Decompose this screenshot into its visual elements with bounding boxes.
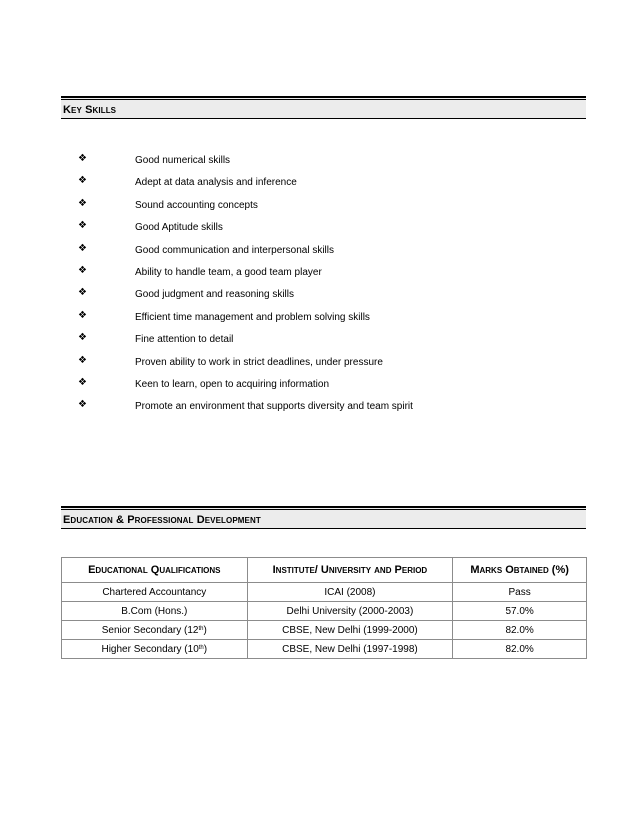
skill-text: Keen to learn, open to acquiring information xyxy=(135,378,330,390)
qualification-cell: Chartered Accountancy xyxy=(62,583,248,602)
table-row xyxy=(62,602,587,621)
diamond-bullet-icon: ❖ xyxy=(78,309,87,321)
education-header xyxy=(61,506,586,529)
diamond-bullet-icon: ❖ xyxy=(78,287,87,299)
skill-item xyxy=(78,242,558,264)
skill-text: Good communication and interpersonal skills xyxy=(135,244,334,256)
key-skills-header xyxy=(61,96,586,119)
column-header-qualifications: Educational Qualifications xyxy=(62,558,248,583)
diamond-bullet-icon: ❖ xyxy=(78,220,87,232)
skill-text: Proven ability to work in strict deadlines, under pressure xyxy=(135,356,383,368)
skill-text: Adept at data analysis and inference xyxy=(135,177,297,189)
institute-cell: CBSE, New Delhi (1997-1998) xyxy=(247,640,453,659)
skill-item xyxy=(78,152,558,174)
diamond-bullet-icon: ❖ xyxy=(78,399,87,411)
qualification-cell: Higher Secondary (10th) xyxy=(62,640,248,659)
marks-cell: Pass xyxy=(453,583,587,602)
diamond-bullet-icon: ❖ xyxy=(78,197,87,209)
skill-text: Sound accounting concepts xyxy=(135,199,258,211)
table-row xyxy=(62,583,587,602)
skill-item xyxy=(78,398,558,420)
qualification-cell: Senior Secondary (12th) xyxy=(62,621,248,640)
skill-text: Fine attention to detail xyxy=(135,334,234,346)
diamond-bullet-icon: ❖ xyxy=(78,264,87,276)
marks-cell: 82.0% xyxy=(453,640,587,659)
skill-item xyxy=(78,219,558,241)
skill-text: Good judgment and reasoning skills xyxy=(135,289,294,301)
skill-item xyxy=(78,376,558,398)
skill-item xyxy=(78,309,558,331)
marks-cell: 57.0% xyxy=(453,602,587,621)
skill-text: Good Aptitude skills xyxy=(135,222,223,234)
skill-text: Efficient time management and problem solving skills xyxy=(135,311,370,323)
diamond-bullet-icon: ❖ xyxy=(78,332,87,344)
skill-item xyxy=(78,197,558,219)
skill-text: Ability to handle team, a good team player xyxy=(135,266,322,278)
skill-item xyxy=(78,264,558,286)
skill-item xyxy=(78,286,558,308)
column-header-marks: Marks Obtained (%) xyxy=(453,558,587,583)
column-header-institute: Institute/ University and Period xyxy=(247,558,453,583)
table-header-row xyxy=(62,558,587,583)
education-table xyxy=(61,557,587,659)
diamond-bullet-icon: ❖ xyxy=(78,242,87,254)
key-skills-title: Key Skills xyxy=(63,104,117,116)
marks-cell: 82.0% xyxy=(453,621,587,640)
skill-text: Good numerical skills xyxy=(135,155,231,166)
skill-text: Promote an environment that supports diversity and team spirit xyxy=(135,401,413,413)
skill-item xyxy=(78,331,558,353)
institute-cell: CBSE, New Delhi (1999-2000) xyxy=(247,621,453,640)
diamond-bullet-icon: ❖ xyxy=(78,153,87,164)
table-row xyxy=(62,621,587,640)
qualification-cell: B.Com (Hons.) xyxy=(62,602,248,621)
key-skills-list xyxy=(78,152,558,421)
skill-item xyxy=(78,174,558,196)
skill-item xyxy=(78,354,558,376)
diamond-bullet-icon: ❖ xyxy=(78,175,87,187)
diamond-bullet-icon: ❖ xyxy=(78,376,87,388)
education-title: Education & Professional Development xyxy=(63,514,261,526)
diamond-bullet-icon: ❖ xyxy=(78,354,87,366)
institute-cell: Delhi University (2000-2003) xyxy=(247,602,453,621)
table-row xyxy=(62,640,587,659)
institute-cell: ICAI (2008) xyxy=(247,583,453,602)
